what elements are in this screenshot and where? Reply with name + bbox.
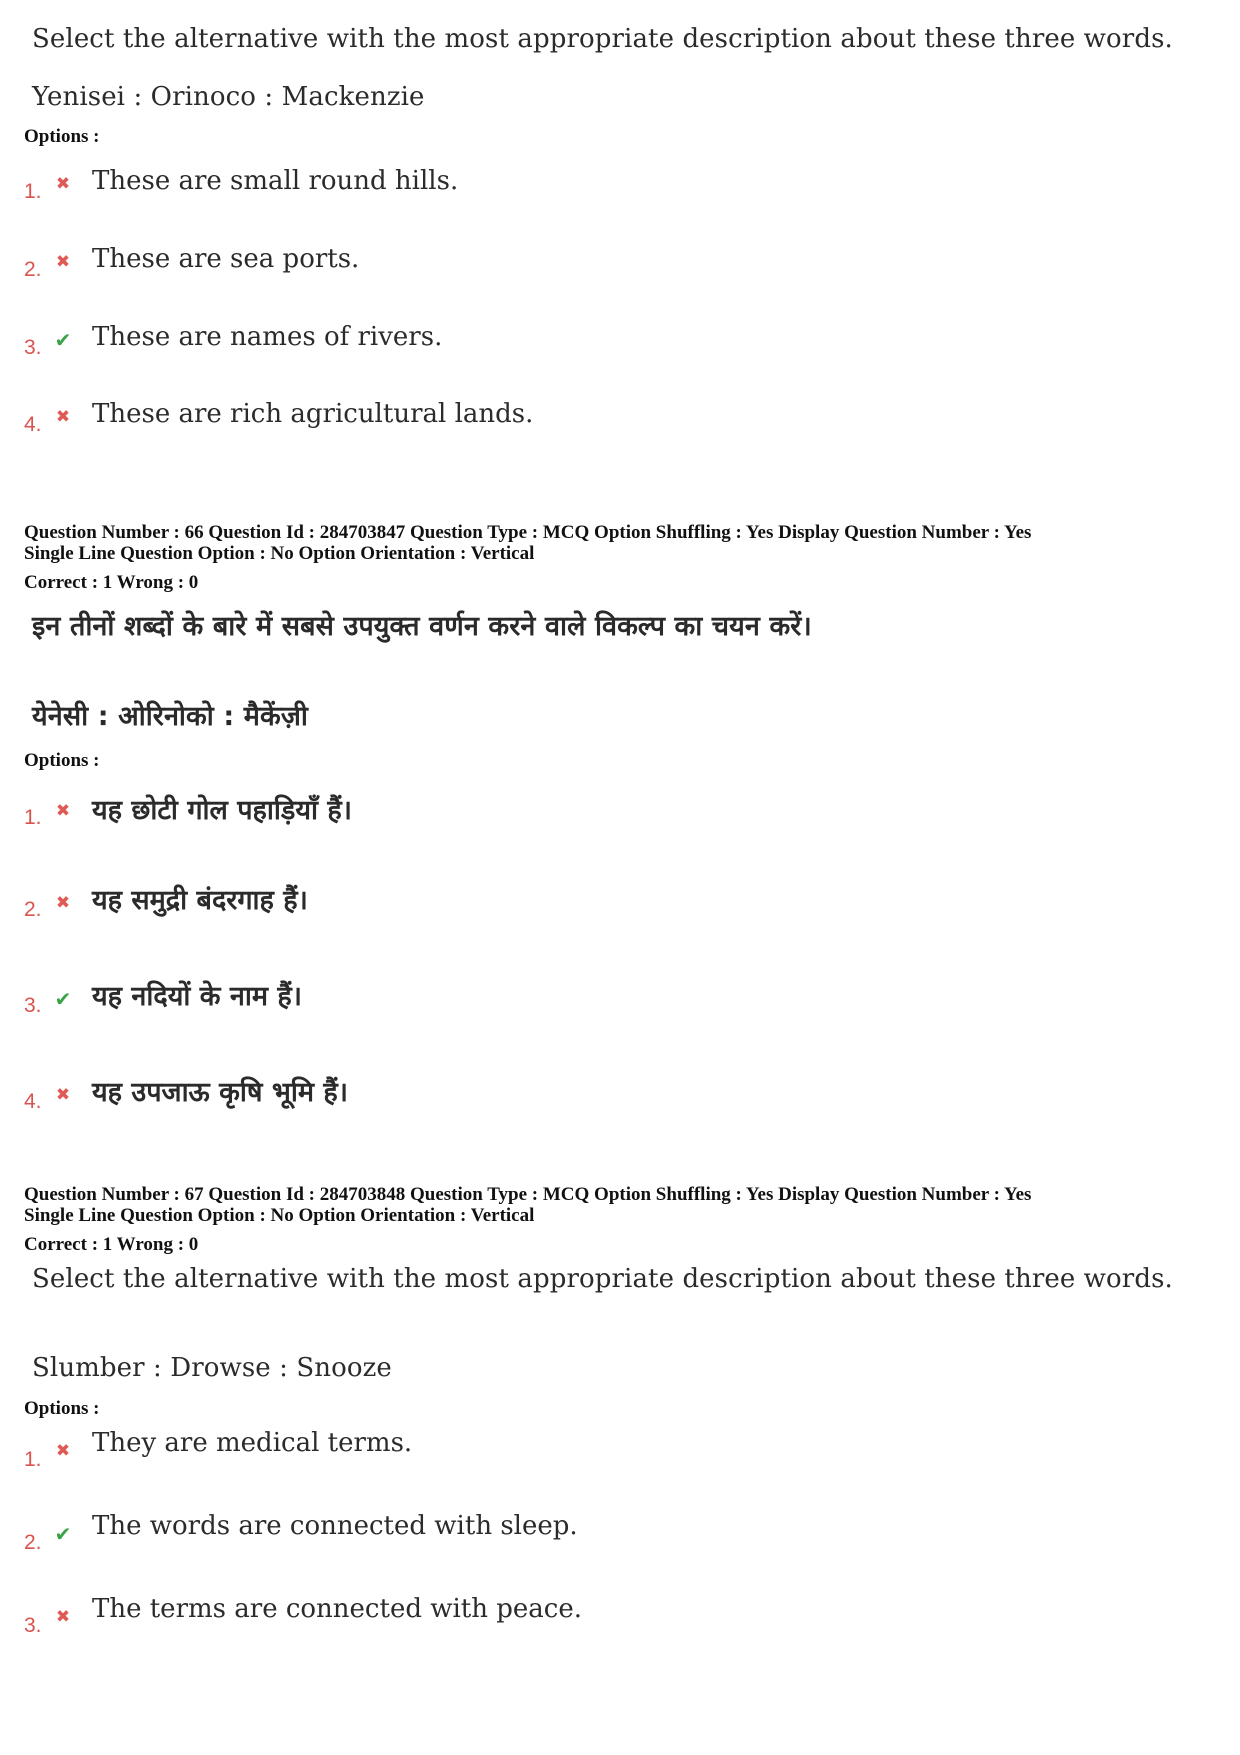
cross-icon: ✖ xyxy=(55,1607,71,1627)
q65-words: Yenisei : Orinoco : Mackenzie xyxy=(32,82,425,112)
option-text: They are medical terms. xyxy=(92,1428,413,1458)
q66-option-3 xyxy=(0,976,1200,1016)
q67-words: Slumber : Drowse : Snooze xyxy=(32,1353,392,1383)
q65-option-3 xyxy=(0,322,1200,362)
option-text: The terms are connected with peace. xyxy=(92,1594,583,1624)
option-number: 2. xyxy=(24,898,42,921)
option-number: 3. xyxy=(24,336,42,359)
q65-question-text: Select the alternative with the most appropriate description about these three words. xyxy=(32,24,1173,54)
q66-meta-line-1: Question Number : 66 Question Id : 284703847 Question Type : MCQ Option Shuffling : Yes Display Question Number : Yes xyxy=(24,522,1032,543)
cross-icon: ✖ xyxy=(55,801,71,821)
q66-words: येनेसी : ओरिनोको : मैकेंज़ी xyxy=(32,701,308,732)
q67-meta-line-2: Single Line Question Option : No Option Orientation : Vertical xyxy=(24,1205,535,1226)
q67-option-3 xyxy=(0,1594,1200,1637)
option-text: These are sea ports. xyxy=(92,244,360,274)
cross-icon: ✖ xyxy=(55,1085,71,1105)
check-icon: ✔ xyxy=(54,1522,72,1546)
option-number: 1. xyxy=(24,180,42,203)
q67-options-label: Options : xyxy=(24,1398,100,1419)
q67-option-1 xyxy=(0,1428,1200,1471)
q66-question-text: इन तीनों शब्दों के बारे में सबसे उपयुक्त वर्णन करने वाले विकल्प का चयन करें। xyxy=(32,611,812,642)
q67-meta-line-1: Question Number : 67 Question Id : 284703848 Question Type : MCQ Option Shuffling : Yes Display Question Number : Yes xyxy=(24,1184,1032,1205)
q65-option-2 xyxy=(0,244,1200,284)
q65-options-label: Options : xyxy=(24,126,100,147)
q67-question-text: Select the alternative with the most appropriate description about these three words. xyxy=(32,1264,1173,1294)
q66-option-1 xyxy=(0,788,1200,828)
option-number: 2. xyxy=(24,258,42,281)
q67-option-2 xyxy=(0,1511,1200,1554)
q66-meta-line-2: Single Line Question Option : No Option Orientation : Vertical xyxy=(24,543,535,564)
option-number: 1. xyxy=(24,806,42,829)
option-text: The words are connected with sleep. xyxy=(92,1511,578,1541)
option-text: यह समुद्री बंदरगाह हैं। xyxy=(92,885,308,916)
cross-icon: ✖ xyxy=(55,407,71,427)
cross-icon: ✖ xyxy=(55,893,71,913)
option-text: यह नदियों के नाम हैं। xyxy=(92,981,302,1012)
cross-icon: ✖ xyxy=(55,252,71,272)
q66-score-line: Correct : 1 Wrong : 0 xyxy=(24,572,199,593)
option-text: यह उपजाऊ कृषि भूमि हैं। xyxy=(92,1077,348,1108)
option-number: 2. xyxy=(24,1531,42,1554)
option-number: 4. xyxy=(24,1090,42,1113)
option-number: 1. xyxy=(24,1448,42,1471)
cross-icon: ✖ xyxy=(55,1441,71,1461)
check-icon: ✔ xyxy=(54,328,72,352)
option-text: These are small round hills. xyxy=(92,166,459,196)
check-icon: ✔ xyxy=(54,987,72,1011)
option-text: यह छोटी गोल पहाड़ियाँ हैं। xyxy=(92,795,352,826)
q65-option-1 xyxy=(0,166,1200,206)
option-number: 4. xyxy=(24,413,42,436)
option-text: These are rich agricultural lands. xyxy=(92,399,534,429)
q66-option-4 xyxy=(0,1072,1200,1112)
cross-icon: ✖ xyxy=(55,174,71,194)
q65-option-4 xyxy=(0,399,1200,439)
option-number: 3. xyxy=(24,994,42,1017)
q66-options-label: Options : xyxy=(24,750,100,771)
q66-option-2 xyxy=(0,880,1200,920)
q67-score-line: Correct : 1 Wrong : 0 xyxy=(24,1234,199,1255)
option-number: 3. xyxy=(24,1614,42,1637)
option-text: These are names of rivers. xyxy=(92,322,443,352)
